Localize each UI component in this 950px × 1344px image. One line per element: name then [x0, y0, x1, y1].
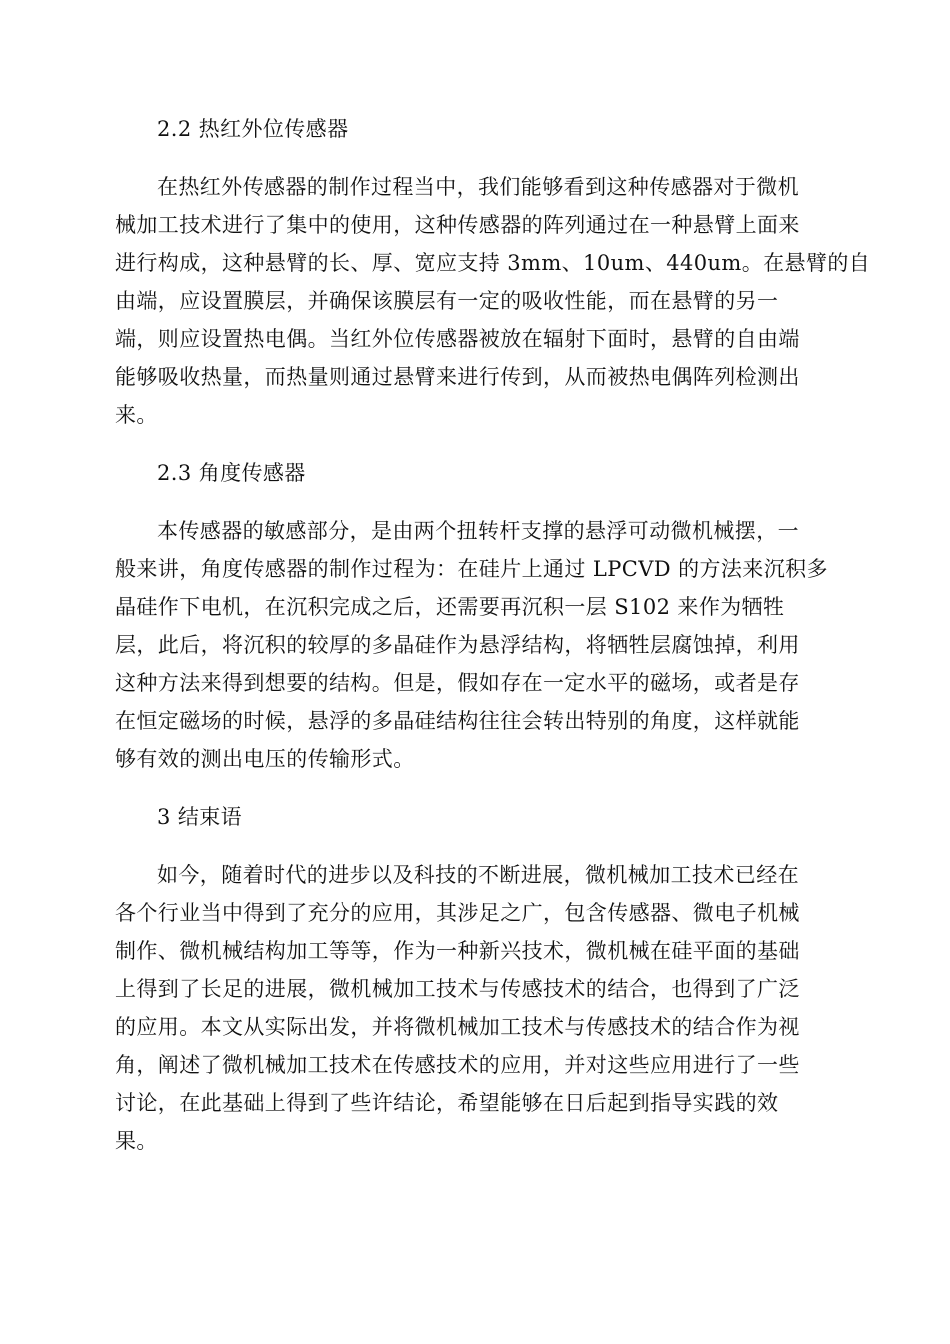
text-line: 由端，应设置膜层，并确保该膜层有一定的吸收性能，而在悬臂的另一: [115, 289, 779, 313]
text-line: 进行构成，这种悬臂的长、厚、宽应支持 3mm、10um、440um。在悬臂的自: [115, 251, 871, 275]
text-line: 晶硅作下电机，在沉积完成之后，还需要再沉积一层 S102 来作为牺牲: [115, 595, 785, 619]
document-page: [115, 110, 871, 1160]
text-line: 果。: [115, 1129, 158, 1153]
paragraph-conclusion: [115, 856, 835, 1160]
text-line: 本传感器的敏感部分，是由两个扭转杆支撑的悬浮可动微机械摆，一: [157, 519, 799, 543]
text-line: 各个行业当中得到了充分的应用，其涉足之广，包含传感器、微电子机械: [115, 901, 800, 925]
text-line: 讨论，在此基础上得到了些许结论，希望能够在日后起到指导实践的效: [115, 1091, 779, 1115]
section-heading-2-2: 2.2 热红外位传感器: [157, 117, 349, 141]
text-line: 在热红外传感器的制作过程当中，我们能够看到这种传感器对于微机: [157, 175, 799, 199]
text-line: 层，此后，将沉积的较厚的多晶硅作为悬浮结构，将牺牲层腐蚀掉，利用: [115, 633, 800, 657]
text-line: 端，则应设置热电偶。当红外位传感器被放在辐射下面时，悬臂的自由端: [115, 327, 800, 351]
text-line: 能够吸收热量，而热量则通过悬臂来进行传到，从而被热电偶阵列检测出: [115, 365, 800, 389]
text-line: 够有效的测出电压的传输形式。: [115, 747, 415, 771]
paragraph-angle-sensor: [115, 512, 835, 778]
text-line: 来。: [115, 403, 158, 427]
text-line: 制作、微机械结构加工等等，作为一种新兴技术，微机械在硅平面的基础: [115, 939, 800, 963]
text-line: 如今，随着时代的进步以及科技的不断进展，微机械加工技术已经在: [157, 863, 799, 887]
text-line: 般来讲，角度传感器的制作过程为：在硅片上通过 LPCVD 的方法来沉积多: [115, 557, 828, 581]
text-line: 角，阐述了微机械加工技术在传感技术的应用，并对这些应用进行了一些: [115, 1053, 800, 1077]
paragraph-thermal-infrared-sensor: [115, 168, 871, 434]
text-line: 在恒定磁场的时候，悬浮的多晶硅结构往往会转出特别的角度，这样就能: [115, 709, 800, 733]
text-line: 上得到了长足的进展，微机械加工技术与传感技术的结合，也得到了广泛: [115, 977, 800, 1001]
text-line: 械加工技术进行了集中的使用，这种传感器的阵列通过在一种悬臂上面来: [115, 213, 800, 237]
section-heading-2-3: 2.3 角度传感器: [157, 461, 306, 485]
text-line: 这种方法来得到想要的结构。但是，假如存在一定水平的磁场，或者是存: [115, 671, 800, 695]
section-heading-3-conclusion: 3 结束语: [157, 805, 243, 829]
text-line: 的应用。本文从实际出发，并将微机械加工技术与传感技术的结合作为视: [115, 1015, 800, 1039]
